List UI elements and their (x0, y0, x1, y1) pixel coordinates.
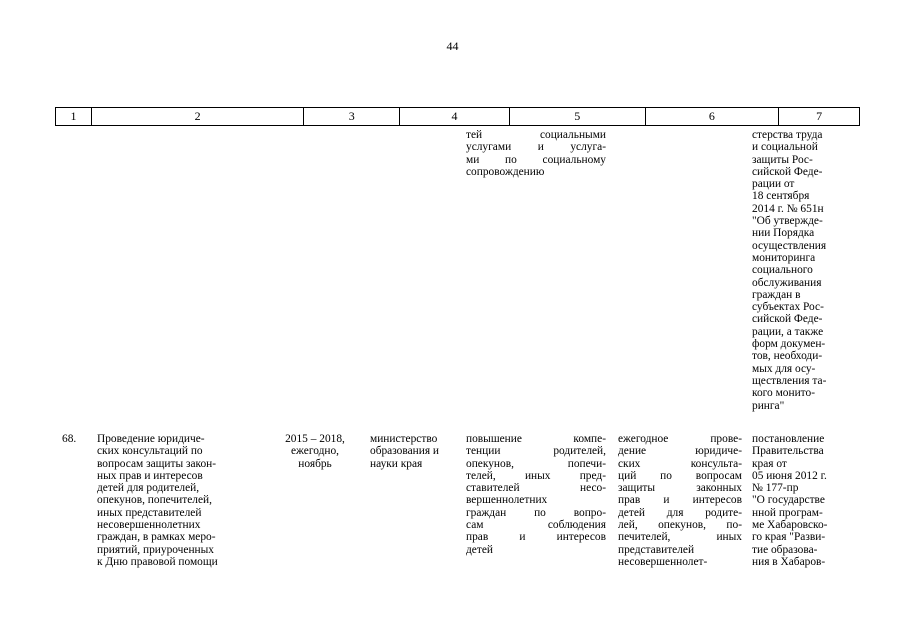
text-line: детей (466, 543, 493, 556)
text-line: телей, иных пред- (466, 469, 606, 482)
text-line: детей для родителей, (97, 482, 200, 495)
text-line: рации, а также (752, 325, 824, 338)
text-line: несовершеннолет- (618, 555, 708, 568)
header-col-4: 4 (400, 108, 510, 125)
text-line: ежегодное прове- (618, 433, 742, 445)
row-68-col5-result (466, 433, 606, 556)
row-68-col2-event (97, 433, 265, 568)
text-line: ных прав и интересов (97, 469, 203, 482)
text-line: вершеннолетних (466, 494, 548, 507)
text-line: сам соблюдения (466, 519, 606, 532)
header-col-7: 7 (816, 109, 823, 123)
header-col-1: 1 (56, 108, 92, 125)
text-line: ме Хабаровско- (752, 519, 828, 532)
text-line: детей для родите- (618, 506, 742, 519)
text-line: к Дню правовой помощи (97, 555, 218, 568)
text-line: 05 июня 2012 г. (752, 469, 827, 482)
row-68-col6-indicator (618, 433, 742, 568)
text-line: мых для осу- (752, 362, 816, 375)
text-line: опекунов, попечителей, (97, 494, 212, 507)
row-68-col3-period (267, 433, 363, 470)
text-line: вопросам защиты закон- (97, 457, 217, 470)
text-line: постановление (752, 433, 825, 445)
text-line: ния в Хабаров- (752, 555, 826, 568)
header-col-3: 3 (304, 108, 400, 125)
text-line: Проведение юридиче- (97, 433, 205, 445)
text-line: ставителей несо- (466, 482, 606, 495)
text-line: кого монито- (752, 387, 815, 400)
text-line: нии Порядка (752, 227, 815, 240)
text-line: печителей, иных (618, 531, 742, 544)
text-line: прав и интересов (466, 531, 606, 544)
header-col-5: 5 (510, 108, 646, 125)
row-68-col7-document (752, 433, 854, 568)
continued-cell-col5 (466, 129, 606, 178)
text-line: тие образова- (752, 543, 818, 556)
text-line: рации от (752, 178, 795, 191)
text-line: № 177-пр (752, 482, 799, 495)
text-line: иных представителей (97, 506, 202, 519)
text-line: сийской Феде- (752, 313, 823, 326)
text-line: "О государстве (752, 494, 825, 507)
text-line: дение юридиче- (618, 445, 742, 458)
text-line: ежегодно, (290, 445, 340, 458)
text-line: опекунов, попечи- (466, 457, 606, 470)
text-line: ских консульта- (618, 457, 742, 470)
text-line: осуществления (752, 239, 827, 252)
text-line: несовершеннолетних (97, 519, 201, 532)
text-line: приятий, приуроченных (97, 543, 214, 556)
text-line: представителей (618, 543, 695, 556)
text-line: стерства труда (752, 129, 823, 141)
text-line: края от (752, 457, 787, 470)
text-line: нной програм- (752, 506, 823, 519)
text-line: Правительства (752, 445, 824, 458)
text-line: граждан, в рамках меро- (97, 531, 216, 544)
continued-cell-col7 (752, 129, 854, 412)
text-line: министерство (370, 433, 438, 445)
text-line: ми по социальному (466, 153, 606, 166)
text-line: ринга" (752, 399, 785, 412)
text-line: сопровождению (466, 165, 545, 178)
text-line: 2014 г. № 651н (752, 202, 824, 215)
text-line: тенции родителей, (466, 445, 606, 458)
text-line: лей, опекунов, по- (618, 519, 742, 532)
text-line: мониторинга (752, 251, 816, 264)
text-line: тей социальными (466, 129, 606, 141)
header-col-2: 2 (92, 108, 304, 125)
text-line: науки края (370, 457, 423, 470)
text-line: ноябрь (298, 457, 332, 470)
text-line: го края "Разви- (752, 531, 826, 544)
text-line: форм докумен- (752, 338, 826, 351)
row-68-col4-executor (370, 433, 466, 470)
text-line: услугами и услуга- (466, 141, 606, 154)
text-line: ских консультаций по (97, 445, 203, 458)
table-header-row (55, 107, 860, 126)
text-line: образования и (370, 445, 440, 458)
text-line: граждан в (752, 288, 801, 301)
text-line: и социальной (752, 141, 818, 154)
text-line: прав и интересов (618, 494, 742, 507)
text-line: 18 сентября (752, 190, 810, 203)
text-line: сийской Феде- (752, 165, 823, 178)
text-line: 2015 – 2018, (285, 433, 345, 445)
text-line: защиты законных (618, 482, 742, 495)
text-line: тов, необходи- (752, 350, 823, 363)
header-col-6: 6 (646, 108, 780, 125)
page-number: 44 (446, 39, 459, 53)
text-line: защиты Рос- (752, 153, 813, 166)
text-line: обслуживания (752, 276, 822, 289)
text-line: ций по вопросам (618, 469, 742, 482)
text-line: субъектах Рос- (752, 301, 824, 314)
text-line: повышение компе- (466, 433, 606, 445)
text-line: ществления та- (752, 374, 827, 387)
text-line: социального (752, 264, 813, 277)
row-68-number: 68. (62, 433, 77, 445)
text-line: "Об утвержде- (752, 215, 823, 228)
text-line: граждан по вопро- (466, 506, 606, 519)
